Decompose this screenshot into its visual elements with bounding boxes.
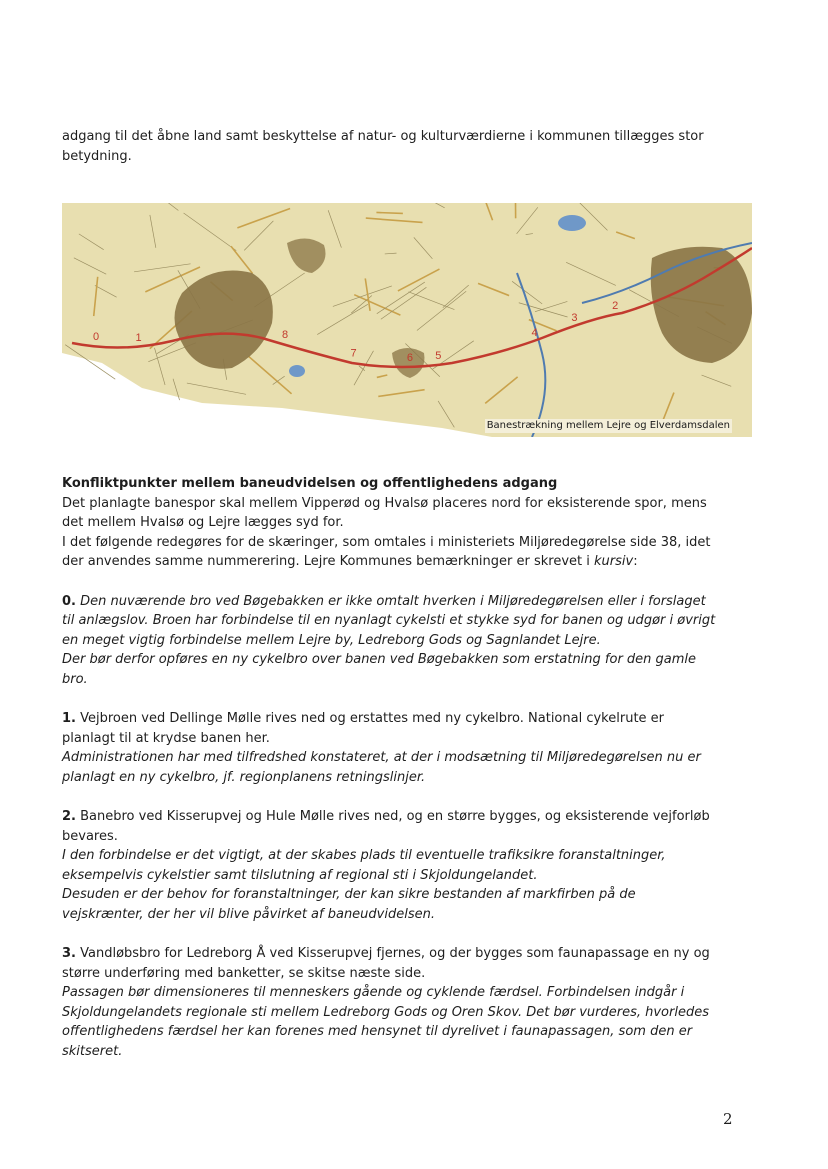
item-text: Banebro ved Kisserupvej og Hule Mølle rives ned, og en større bygges, og eksisterende vejforløb bbox=[80, 809, 710, 824]
main-section bbox=[62, 474, 752, 1061]
road-line bbox=[376, 212, 402, 213]
lake bbox=[289, 365, 305, 377]
numbered-items bbox=[62, 592, 752, 1062]
item-line bbox=[62, 709, 752, 729]
item-line bbox=[62, 964, 752, 984]
item-line bbox=[62, 650, 752, 670]
section-intro bbox=[62, 494, 752, 553]
item-text: bevares. bbox=[62, 828, 118, 844]
section-marker-label: 8 bbox=[282, 328, 289, 341]
section-line: I det følgende redegøres for de skæringer, som omtales i ministeriets Miljøredegørelse side 38, idet bbox=[62, 534, 711, 550]
section-marker-label: 1 bbox=[135, 331, 142, 344]
item-line bbox=[62, 846, 752, 866]
item-text: større underføring med banketter, se skitse næste side. bbox=[62, 965, 426, 981]
item-text: Vejbroen ved Dellinge Mølle rives ned og erstattes med ny cykelbro. National cykelrute er bbox=[80, 711, 665, 726]
item-comment-text: I den forbindelse er det vigtigt, at der skabes plads til eventuelle trafiksikre foranstaltninger, bbox=[62, 848, 666, 863]
item-line bbox=[62, 807, 752, 827]
section-marker-label: 4 bbox=[531, 326, 538, 339]
item-comment-text: planlagt en ny cykelbro, jf. regionplanens retningslinjer. bbox=[62, 769, 426, 785]
item-line bbox=[62, 905, 752, 925]
item-line bbox=[62, 631, 752, 651]
item-comment-text: skitseret. bbox=[62, 1043, 123, 1059]
page-number: 2 bbox=[723, 1110, 733, 1128]
item-comment-text: en meget vigtig forbindelse mellem Lejre by, Ledreborg Gods og Sagnlandet Lejre. bbox=[62, 632, 601, 648]
item-comment-text: vejskrænter, der her vil blive påvirket af baneudvidelsen. bbox=[62, 906, 435, 922]
section-line: Det planlagte banespor skal mellem Vipperød og Hvalsø placeres nord for eksisterende spor, mens bbox=[62, 495, 707, 511]
item-line bbox=[62, 866, 752, 886]
section-marker-label: 0 bbox=[93, 331, 100, 344]
section-line bbox=[62, 552, 752, 572]
section-line-text: : bbox=[633, 554, 638, 569]
item-line bbox=[62, 1022, 752, 1042]
section-marker-label: 6 bbox=[406, 351, 414, 364]
section-line: det mellem Hvalsø og Lejre lægges syd for. bbox=[62, 515, 344, 530]
item-line bbox=[62, 670, 752, 690]
item-line bbox=[62, 1042, 752, 1062]
item-number: 2. bbox=[62, 809, 76, 824]
item-line bbox=[62, 611, 752, 631]
map-illustration bbox=[62, 203, 752, 437]
railway-map bbox=[62, 203, 752, 437]
numbered-item bbox=[62, 944, 752, 1061]
intro-paragraph bbox=[62, 127, 752, 166]
lake bbox=[558, 215, 586, 231]
section-marker-label: 7 bbox=[350, 347, 357, 360]
map-caption: Banestrækning mellem Lejre og Elverdamsdalen bbox=[486, 420, 730, 431]
item-line bbox=[62, 1003, 752, 1023]
section-marker-label: 3 bbox=[571, 311, 578, 324]
item-line bbox=[62, 944, 752, 964]
numbered-item bbox=[62, 709, 752, 787]
item-line bbox=[62, 748, 752, 768]
item-comment-text: bro. bbox=[62, 671, 88, 687]
intro-line: betydning. bbox=[62, 148, 132, 164]
intro-line: adgang til det åbne land samt beskyttelse af natur- og kulturværdierne i kommunen tillægges stor bbox=[62, 129, 704, 144]
italic-word: kursiv bbox=[594, 554, 634, 569]
numbered-item bbox=[62, 592, 752, 690]
item-comment-text: Administrationen har med tilfredshed konstateret, at der i modsætning til Miljøredegørelsen nu er bbox=[62, 750, 701, 765]
item-number: 3. bbox=[62, 946, 76, 961]
section-line-text: der anvendes samme nummerering. Lejre Kommunes bemærkninger er skrevet i bbox=[62, 554, 595, 569]
section-marker-label: 2 bbox=[612, 299, 619, 312]
item-comment-text: Den nuværende bro ved Bøgebakken er ikke omtalt hverken i Miljøredegørelsen eller i forslaget bbox=[80, 593, 706, 609]
item-line bbox=[62, 827, 752, 847]
item-line bbox=[62, 885, 752, 905]
item-comment-text: offentlighedens færdsel her kan forenes med hensynet til dyrelivet i faunapassagen, som den er bbox=[62, 1024, 693, 1039]
item-line bbox=[62, 592, 752, 612]
section-heading: Konfliktpunkter mellem baneudvidelsen og offentlighedens adgang bbox=[62, 476, 558, 491]
item-comment-text: Passagen bør dimensioneres til menneskers gående og cyklende færdsel. Forbindelsen indgår i bbox=[62, 985, 685, 1000]
item-comment-text: Skjoldungelandets regionale sti mellem Ledreborg Gods og Oren Skov. Det bør vurderes, hvorledes bbox=[62, 1004, 709, 1020]
item-text: Vandløbsbro for Ledreborg Å ved Kisserupvej fjernes, og der bygges som faunapassage en ny og bbox=[80, 946, 710, 961]
item-line bbox=[62, 983, 752, 1003]
item-comment-text: Desuden er der behov for foranstaltninger, der kan sikre bestanden af markfirben på de bbox=[62, 887, 636, 902]
item-comment-text: Der bør derfor opføres en ny cykelbro over banen ved Bøgebakken som erstatning for den gamle bbox=[62, 652, 697, 667]
item-number: 1. bbox=[62, 711, 76, 726]
item-number: 0. bbox=[62, 593, 76, 609]
item-line bbox=[62, 729, 752, 749]
section-marker-label: 5 bbox=[435, 350, 442, 363]
item-comment-text: eksempelvis cykelstier samt tilslutning af regional sti i Skjoldungelandet. bbox=[62, 867, 538, 883]
item-comment-text: til anlægslov. Broen har forbindelse til en nyanlagt cykelsti et stykke syd for banen og udgør i øvrigt bbox=[62, 613, 716, 628]
numbered-item bbox=[62, 807, 752, 924]
item-line bbox=[62, 768, 752, 788]
item-text: planlagt til at krydse banen her. bbox=[62, 730, 270, 746]
